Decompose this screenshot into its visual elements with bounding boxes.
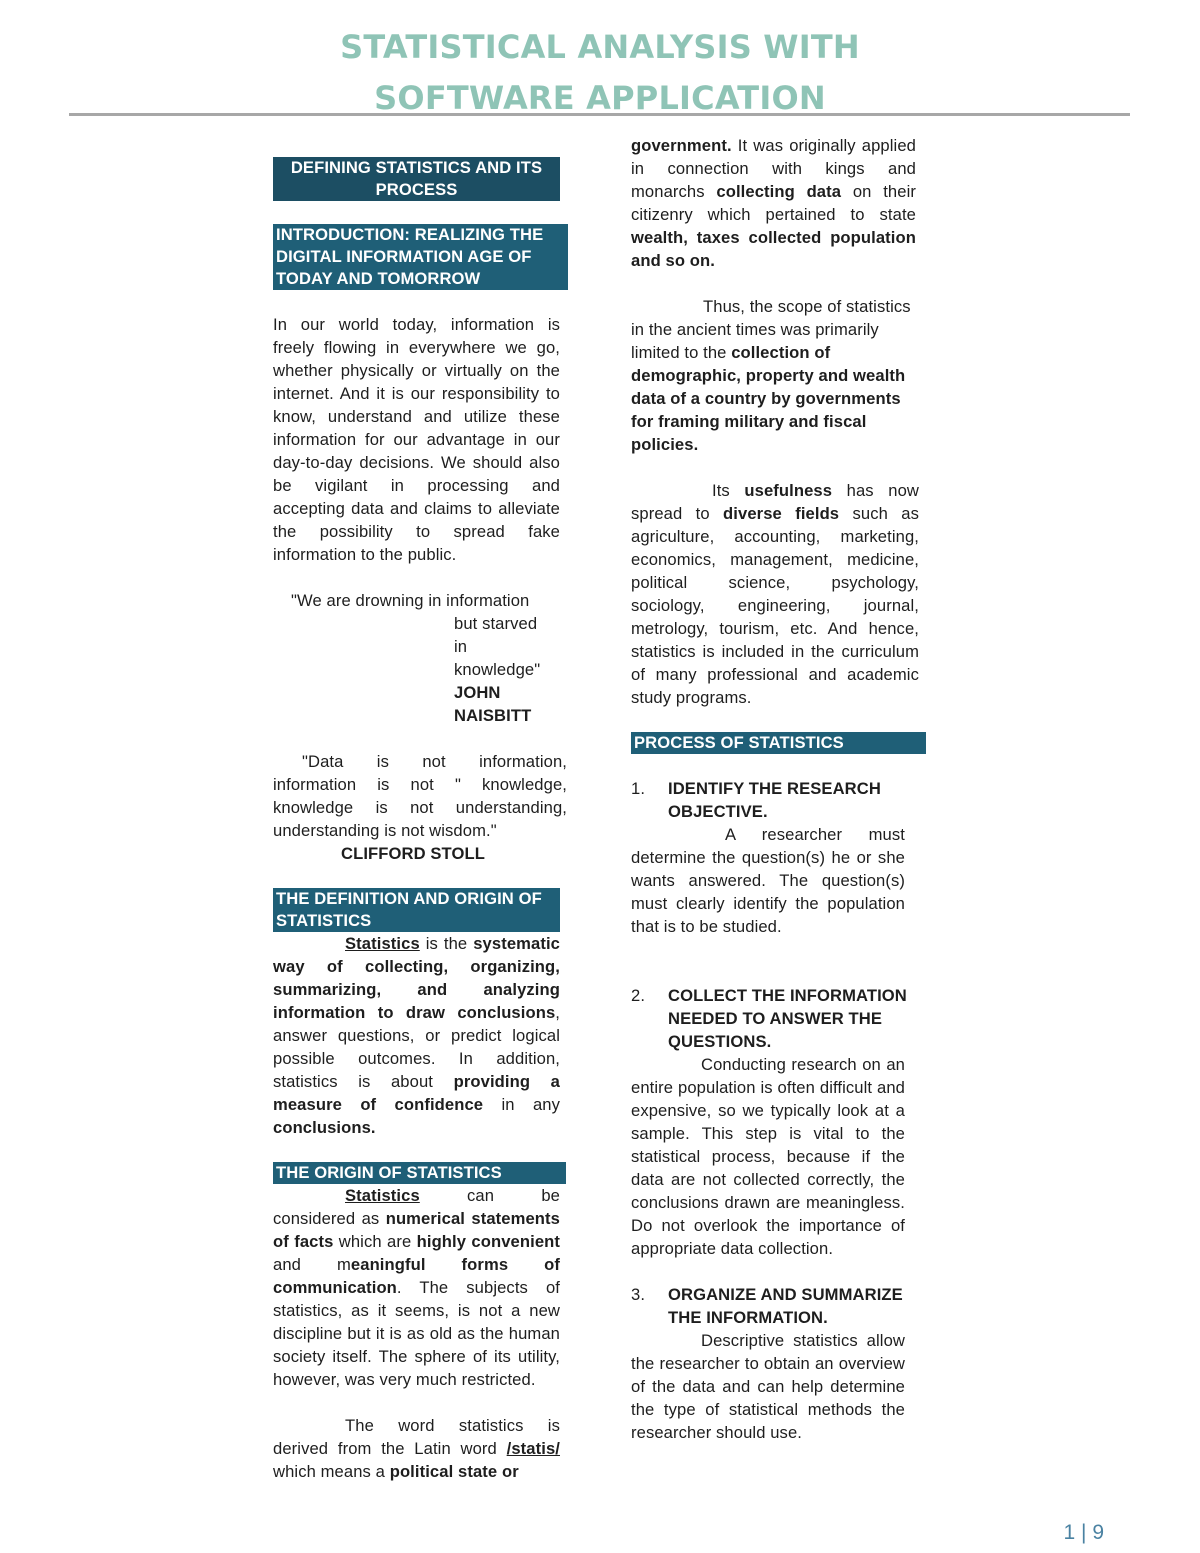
origin-paragraph (273, 1184, 560, 1391)
right-column (631, 134, 919, 1444)
quote-line: but starved (454, 614, 538, 633)
bold-span: eaningful forms of communication (273, 1255, 560, 1297)
quote-author: JOHN (454, 683, 501, 702)
text-span: has now spread to (631, 481, 920, 523)
text-span: such as agriculture, accounting, marketing, economics, management, medicine, political science, psychology, sociology, engineering, journal, metrology, tourism, etc. And hence, statistics is included in the curriculum of many professional and academic study programs. (631, 504, 919, 707)
step-number: 2. (631, 986, 646, 1005)
title-line-1: STATISTICAL ANALYSIS WITH (340, 28, 860, 66)
text-span: Thus, the scope of statistics in the ancient times was primarily limited to the (631, 297, 911, 362)
step-body: Descriptive statistics allow the researcher to obtain an overview of the data and can help determine the type of statistical methods the researcher should use. (631, 1331, 905, 1442)
step-number: 3. (631, 1285, 646, 1304)
step-body: A researcher must determine the question(s) he or she wants answered. The question(s) must clearly identify the population that is to be studied. (631, 825, 905, 936)
quote-stoll: "Data is not information, information is not " knowledge, knowledge is not understanding, understanding is not wisdom." (273, 752, 567, 840)
text-span: which are (333, 1232, 417, 1251)
usefulness-paragraph (631, 479, 919, 709)
continued-paragraph (631, 134, 916, 272)
process-step (631, 777, 919, 938)
heading-introduction: INTRODUCTION: REALIZING THE DIGITAL INFORMATION AGE OF TODAY AND TOMORROW (273, 224, 568, 290)
heading-process: PROCESS OF STATISTICS (631, 732, 926, 754)
text-span: It was originally applied in connection with kings and monarchs (631, 136, 916, 201)
bold-span: wealth, taxes collected population and so on. (631, 228, 916, 270)
bold-span: collecting data (716, 182, 842, 201)
text-span: on their citizenry which pertained to state (631, 182, 916, 224)
bold-span: diverse fields (723, 504, 840, 523)
quote-naisbitt (273, 589, 560, 727)
quote-author: NAISBITT (454, 706, 532, 725)
step-title-text: IDENTIFY THE RESEARCH OBJECTIVE. (668, 779, 881, 821)
heading-definition-origin: THE DEFINITION AND ORIGIN OF STATISTICS (273, 888, 560, 932)
text-span: which means a (273, 1462, 390, 1481)
text-span: can be considered as (273, 1186, 560, 1228)
document-title (0, 22, 1200, 124)
step-number: 1. (631, 779, 646, 798)
quote-line: "We are drowning in information (291, 591, 530, 610)
bold-span: numerical statements of facts (273, 1209, 560, 1251)
text-span: . The subjects of statistics, as it seems, is not a new discipline but it is as old as the human society itself. The sphere of its utility, however, was very much restricted. (273, 1278, 560, 1389)
definition-paragraph (273, 932, 560, 1139)
latin-paragraph (273, 1414, 560, 1483)
bold-span: systematic way of collecting, organizing, summarizing, and analyzing information to draw conclusions (273, 934, 560, 1022)
heading-defining-statistics: DEFINING STATISTICS AND ITS PROCESS (273, 157, 560, 201)
intro-paragraph: In our world today, information is freely flowing in everywhere we go, whether physically or virtually on the internet. And it is our responsibility to know, understand and utilize these information for our advantage in our day-to-day decisions. We should also be vigilant in processing and accepting data and claims to alleviate the possibility to spread fake information to the public. (273, 315, 560, 564)
step-title (631, 777, 919, 823)
step-title (631, 984, 919, 1053)
bold-span: highly convenient (416, 1232, 561, 1251)
text-span: Its (712, 481, 745, 500)
bold-span: usefulness (744, 481, 833, 500)
bold-span: conclusions. (273, 1118, 376, 1137)
process-step (631, 984, 919, 1260)
text-span: is the (419, 934, 474, 953)
bold-span: government. (631, 136, 732, 155)
bold-span: political state or (389, 1462, 519, 1481)
quote-line: knowledge" (454, 660, 541, 679)
text-span: in any (483, 1095, 560, 1114)
term-statistics: Statistics (345, 934, 420, 953)
step-title-text: COLLECT THE INFORMATION NEEDED TO ANSWER THE QUESTIONS. (668, 986, 907, 1051)
scope-paragraph (631, 295, 919, 456)
text-span: The word statistics is derived from the Latin word (273, 1416, 560, 1458)
text-span: , answer questions, or predict logical possible outcomes. In addition, statistics is about (273, 1003, 560, 1091)
term-statistics: Statistics (345, 1186, 420, 1205)
quote-line: in (454, 637, 468, 656)
left-column (273, 157, 567, 1483)
process-step (631, 1283, 919, 1444)
step-title-text: ORGANIZE AND SUMMARIZE THE INFORMATION. (668, 1285, 903, 1327)
page-number: 1 | 9 (1063, 1521, 1104, 1544)
latin-word: /statis/ (506, 1439, 560, 1458)
quote-author-stoll: CLIFFORD STOLL (341, 844, 485, 863)
heading-origin: THE ORIGIN OF STATISTICS (273, 1162, 566, 1184)
title-line-2: SOFTWARE APPLICATION (374, 79, 826, 117)
step-body: Conducting research on an entire population is often difficult and expensive, so we typically look at a sample. This step is vital to the statistical process, because if the data are not collected correctly, the conclusions drawn are meaningless. Do not overlook the importance of appropriate data collection. (631, 1055, 905, 1258)
step-title (631, 1283, 919, 1329)
text-span: and m (273, 1255, 351, 1274)
bold-span: providing a measure of confidence (273, 1072, 560, 1114)
bold-span: collection of demographic, property and wealth data of a country by governments for framing military and fiscal policies. (631, 343, 906, 454)
header-rule (69, 113, 1130, 116)
